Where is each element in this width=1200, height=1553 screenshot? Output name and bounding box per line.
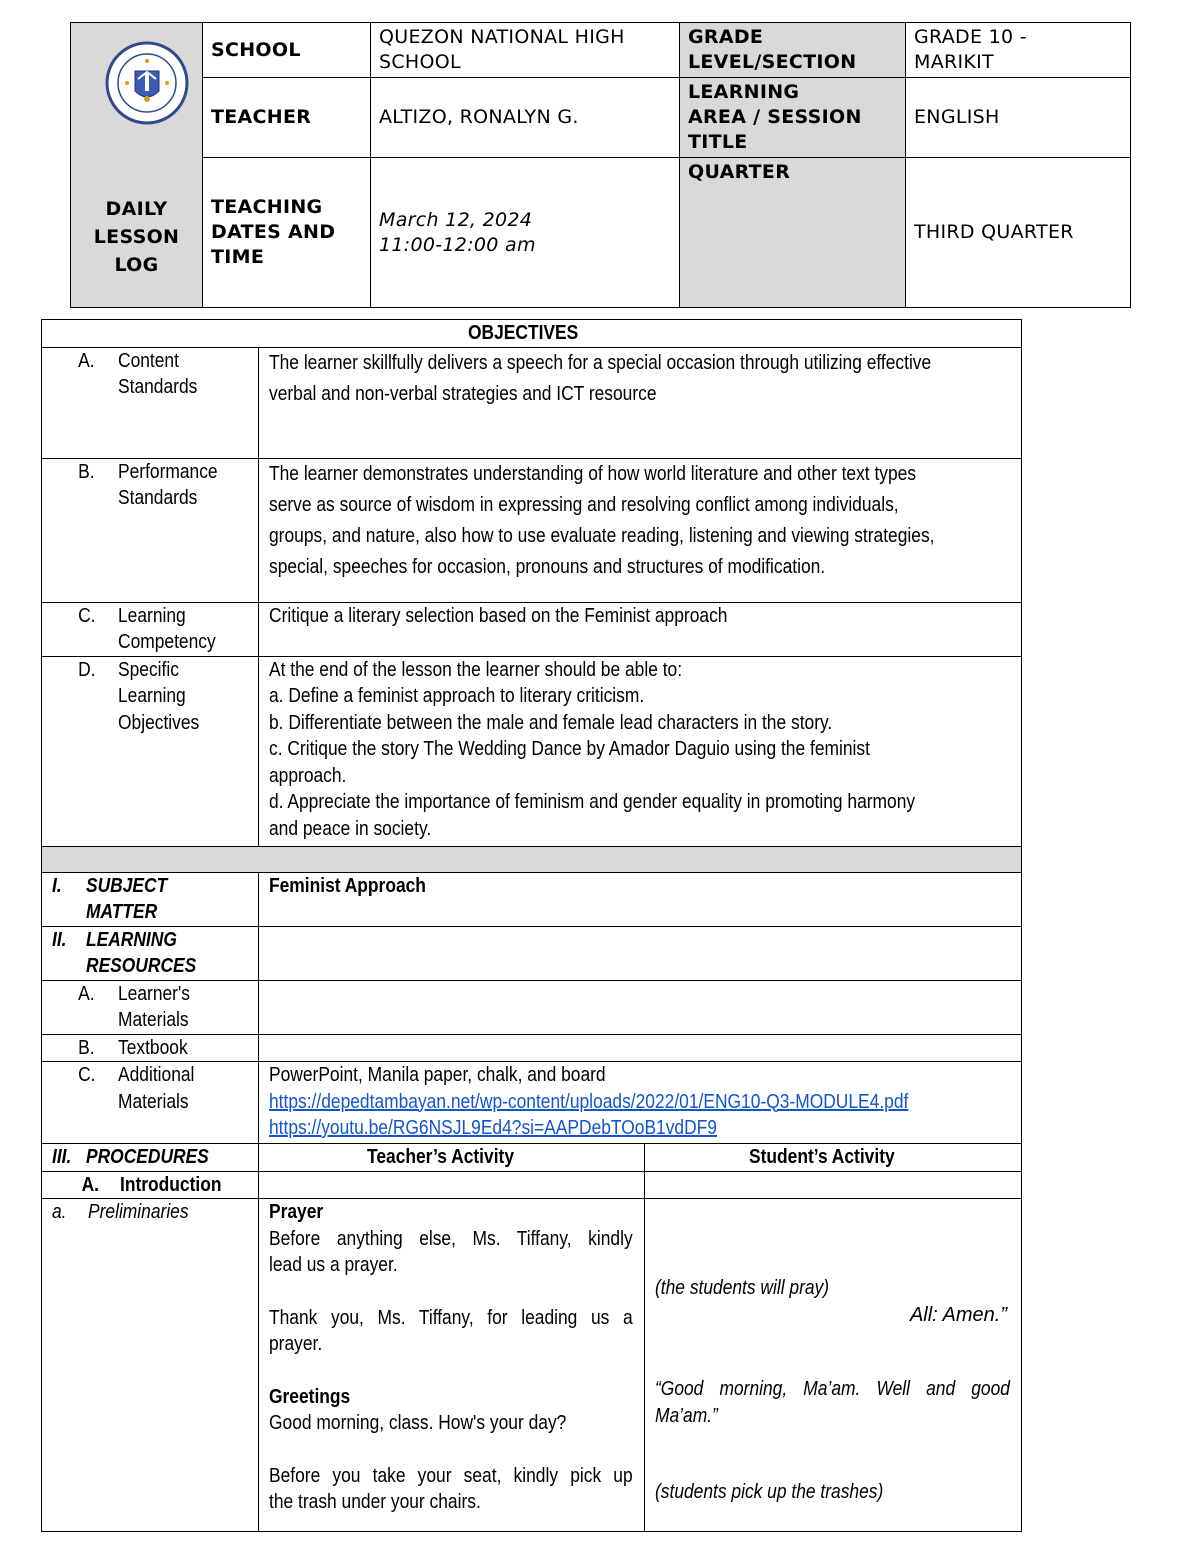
teacher-value: ALTIZO, RONALYN G. xyxy=(371,78,680,158)
header-table xyxy=(70,22,1131,308)
objectives-heading: OBJECTIVES xyxy=(42,320,1022,348)
section-divider xyxy=(42,846,1022,872)
specific-objectives-label: D. Specific Learning Objectives xyxy=(42,656,259,846)
preliminaries-teacher: Prayer Before anything else, Ms. Tiffany, kindly lead us a prayer. Thank you, Ms. Tiffany, for leading us a prayer. Greetings Good morning, class. How's your day? Before you take your seat, kindly pick up the trash under your chairs. xyxy=(259,1199,645,1532)
school-label: SCHOOL xyxy=(203,23,371,78)
youtube-video-link[interactable]: https://youtu.be/RG6NSJL9Ed4?si=AAPDebTOoB1vdDF9 xyxy=(269,1117,717,1139)
deped-seal-icon xyxy=(105,41,189,125)
content-standards-text: The learner skillfully delivers a speech for a special occasion through utilizing effective verbal and non-verbal strategies and ICT resource xyxy=(259,347,1022,458)
performance-standards-label: B. Performance Standards xyxy=(42,458,259,602)
dates-label: TEACHING DATES AND TIME xyxy=(203,158,371,308)
introduction-teacher xyxy=(259,1171,645,1199)
specific-objectives-text: At the end of the lesson the learner should be able to: a. Define a feminist approach to literary criticism. b. Differentiate between the male and female lead characters in the story. c. Critique the story The Wedding Dance by Amador Daguio using the feminist approach. d. Appreciate the importance of feminism and gender equality in promoting harmony and peace in society. xyxy=(259,656,1022,846)
introduction-student xyxy=(645,1171,1022,1199)
learning-area-label: LEARNING AREA / SESSION TITLE xyxy=(680,78,906,158)
learning-resources-value xyxy=(259,926,1022,980)
quarter-label: QUARTER xyxy=(680,158,906,308)
teacher-activity-heading: Teacher’s Activity xyxy=(259,1144,645,1172)
grade-value: GRADE 10 - MARIKIT xyxy=(906,23,1131,78)
textbook-value xyxy=(259,1034,1022,1062)
learners-materials-label: A. Learner's Materials xyxy=(42,980,259,1034)
subject-matter-value: Feminist Approach xyxy=(259,872,1022,926)
dates-value: March 12, 2024 11:00-12:00 am xyxy=(371,158,680,308)
additional-materials-value: PowerPoint, Manila paper, chalk, and board https://depedtambayan.net/wp-content/uploads/2022/01/ENG10-Q3-MODULE4.pdf https://youtu.be/RG6NSJL9Ed4?si=AAPDebTOoB1vdDF9 xyxy=(259,1062,1022,1144)
textbook-label: B. Textbook xyxy=(42,1034,259,1062)
daily-lesson-log-title: DAILY LESSON LOG xyxy=(93,198,180,276)
title-cell xyxy=(71,23,203,308)
learning-competency-label: C. Learning Competency xyxy=(42,602,259,656)
procedures-label: III. PROCEDURES xyxy=(42,1144,259,1172)
additional-materials-label: C. Additional Materials xyxy=(42,1062,259,1144)
teacher-label: TEACHER xyxy=(203,78,371,158)
learning-competency-text: Critique a literary selection based on the Feminist approach xyxy=(259,602,1022,656)
preliminaries-label: a. Preliminaries xyxy=(42,1199,259,1532)
subject-matter-label: I. SUBJECT MATTER xyxy=(42,872,259,926)
performance-standards-text: The learner demonstrates understanding of how world literature and other text types serve as source of wisdom in expressing and resolving conflict among individuals, groups, and nature, also how to use evaluate reading, listening and viewing strategies, special, speeches for occasion, pronouns and structures of modification. xyxy=(259,458,1022,602)
module-pdf-link[interactable]: https://depedtambayan.net/wp-content/uploads/2022/01/ENG10-Q3-MODULE4.pdf xyxy=(269,1090,909,1113)
introduction-label: A. Introduction xyxy=(42,1171,259,1199)
learners-materials-value xyxy=(259,980,1022,1034)
lesson-table xyxy=(41,319,1022,1532)
preliminaries-student: (the students will pray) All: Amen.” “Good morning, Ma’am. Well and good Ma’am.” (students pick up the trashes) xyxy=(645,1199,1022,1532)
student-activity-heading: Student’s Activity xyxy=(645,1144,1022,1172)
learning-area-value: ENGLISH xyxy=(906,78,1131,158)
content-standards-label: A. Content Standards xyxy=(42,347,259,458)
school-value: QUEZON NATIONAL HIGH SCHOOL xyxy=(371,23,680,78)
quarter-value: THIRD QUARTER xyxy=(906,158,1131,308)
learning-resources-label: II. LEARNING RESOURCES xyxy=(42,926,259,980)
grade-label: GRADE LEVEL/SECTION xyxy=(680,23,906,78)
